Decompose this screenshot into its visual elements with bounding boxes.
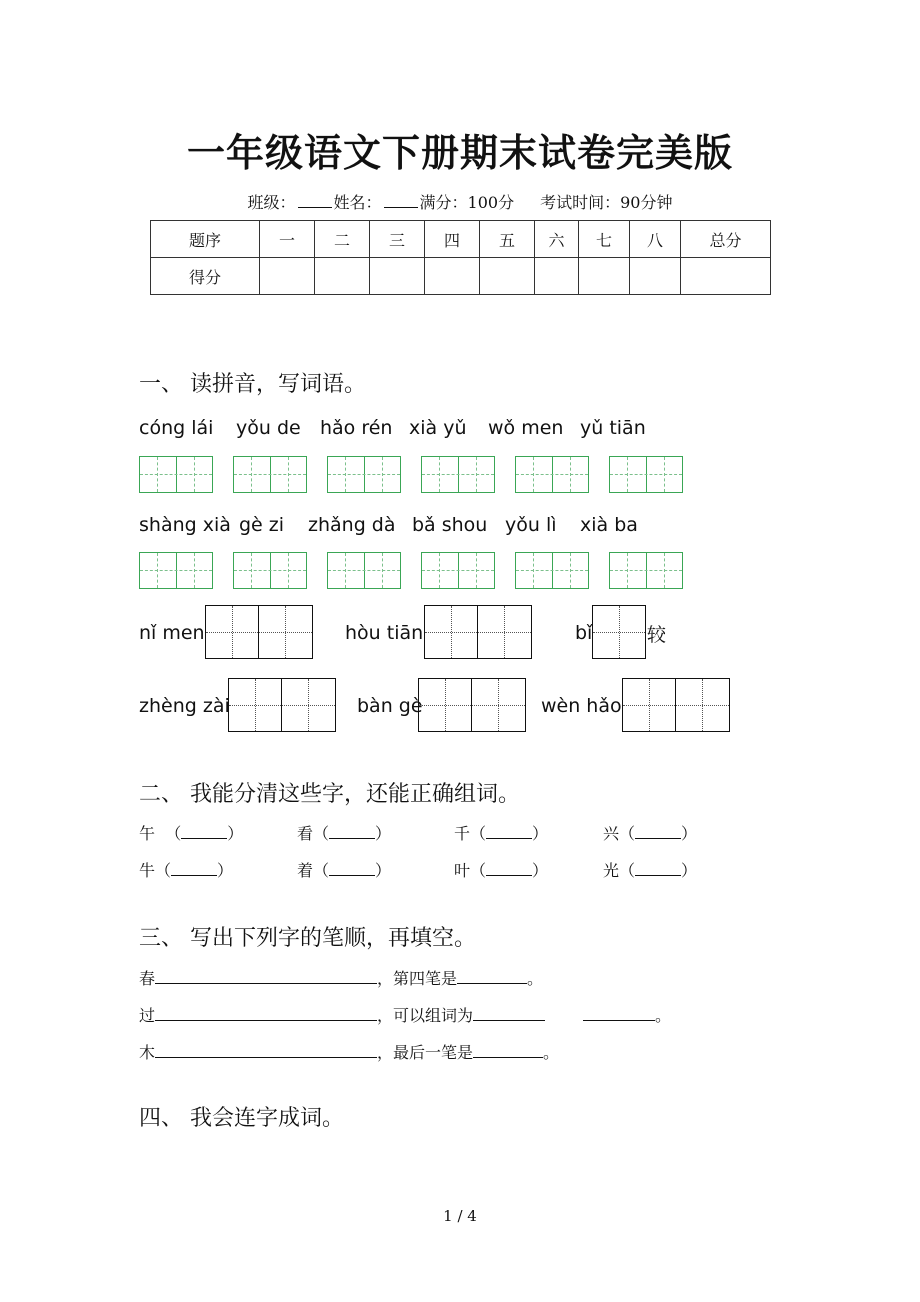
word-item: 兴（ ） <box>603 824 698 843</box>
score-table <box>150 220 771 295</box>
section3-heading: 三、 写出下列字的笔顺，再填空。 <box>139 926 476 951</box>
score-cell[interactable] <box>681 258 771 295</box>
pinyin-label: hòu tiān <box>345 622 424 644</box>
pinyin-label: wǒ men <box>488 417 564 439</box>
writing-grid[interactable] <box>515 552 589 589</box>
score-cell[interactable] <box>425 258 480 295</box>
word-char: 牛 <box>139 861 156 880</box>
pinyin-label: xià ba <box>580 514 638 536</box>
character-box[interactable] <box>622 678 730 732</box>
score-header-cell: 二 <box>315 221 370 258</box>
word-blank[interactable] <box>329 824 375 839</box>
section4-heading: 四、 我会连字成词。 <box>139 1106 344 1131</box>
answer-blank[interactable] <box>473 1043 543 1058</box>
score-header-cell: 四 <box>425 221 480 258</box>
word-char: 看 <box>297 824 314 843</box>
stroke-line <box>139 1003 671 1026</box>
section2-heading: 二、 我能分清这些字，还能正确组词。 <box>139 782 520 807</box>
section1-heading: 一、 读拼音，写词语。 <box>139 372 366 397</box>
character-box[interactable] <box>418 678 526 732</box>
word-char: 叶 <box>454 861 471 880</box>
full-score: 满分：100分 <box>419 193 515 212</box>
word-item: 看（ ） <box>297 824 392 843</box>
pinyin-label: cóng lái <box>139 417 214 439</box>
answer-blank[interactable] <box>583 1006 655 1021</box>
score-header-cell: 六 <box>535 221 579 258</box>
stroke-blank[interactable] <box>155 969 377 984</box>
stroke-line <box>139 966 543 989</box>
writing-grid[interactable] <box>233 552 307 589</box>
score-cell[interactable] <box>370 258 425 295</box>
word-blank[interactable] <box>329 861 375 876</box>
class-blank[interactable] <box>298 207 332 208</box>
stroke-end: 。 <box>543 1043 560 1062</box>
score-cell[interactable] <box>535 258 579 295</box>
word-blank[interactable] <box>181 824 227 839</box>
stroke-text: ，第四笔是 <box>377 969 458 988</box>
pinyin-label: yǔ tiān <box>580 417 646 439</box>
score-row-label: 得分 <box>151 258 260 295</box>
name-label: 姓名： <box>333 193 382 212</box>
stroke-end: 。 <box>527 969 544 988</box>
writing-grid[interactable] <box>609 552 683 589</box>
stroke-text: ，可以组词为 <box>377 1006 474 1025</box>
writing-grid[interactable] <box>421 456 495 493</box>
stroke-blank[interactable] <box>155 1006 377 1021</box>
word-blank[interactable] <box>486 824 532 839</box>
pinyin-label: bàn gè <box>357 695 423 717</box>
word-item: 牛（ ） <box>139 861 234 880</box>
word-blank[interactable] <box>486 861 532 876</box>
writing-grid[interactable] <box>327 456 401 493</box>
character-box[interactable] <box>228 678 336 732</box>
score-cell[interactable] <box>260 258 315 295</box>
writing-grid[interactable] <box>139 456 213 493</box>
word-char: 午 <box>139 824 156 843</box>
writing-grid[interactable] <box>609 456 683 493</box>
character-box[interactable] <box>205 605 313 659</box>
stroke-line <box>139 1040 559 1063</box>
word-item: 千（ ） <box>454 824 549 843</box>
word-char: 千 <box>454 824 471 843</box>
pinyin-label: zhèng zài <box>139 695 230 717</box>
score-header-cell: 题序 <box>151 221 260 258</box>
score-cell[interactable] <box>315 258 370 295</box>
word-blank[interactable] <box>171 861 217 876</box>
word-char: 光 <box>603 861 620 880</box>
page-title: 一年级语文下册期末试卷完美版 <box>186 130 733 175</box>
stroke-text: ，最后一笔是 <box>377 1043 474 1062</box>
stroke-char: 春 <box>139 969 156 988</box>
word-item: 午 （ ） <box>139 824 244 843</box>
word-item: 着（ ） <box>297 861 392 880</box>
pinyin-label: wèn hǎo <box>541 695 622 717</box>
word-char: 着 <box>297 861 314 880</box>
word-blank[interactable] <box>635 824 681 839</box>
writing-grid[interactable] <box>233 456 307 493</box>
word-item: 叶（ ） <box>454 861 549 880</box>
score-header-cell: 八 <box>630 221 681 258</box>
answer-blank[interactable] <box>457 969 527 984</box>
writing-grid[interactable] <box>327 552 401 589</box>
pinyin-label: xià yǔ <box>409 417 467 439</box>
word-char: 兴 <box>603 824 620 843</box>
score-header-cell: 七 <box>579 221 630 258</box>
exam-info <box>0 190 920 213</box>
score-cell[interactable] <box>579 258 630 295</box>
score-cell[interactable] <box>630 258 681 295</box>
stroke-char: 木 <box>139 1043 156 1062</box>
score-cell[interactable] <box>480 258 535 295</box>
score-header-cell: 三 <box>370 221 425 258</box>
name-blank[interactable] <box>384 207 418 208</box>
pinyin-label: gè zi <box>239 514 285 536</box>
pinyin-label: nǐ men <box>139 622 205 644</box>
score-header-cell: 五 <box>480 221 535 258</box>
word-blank[interactable] <box>635 861 681 876</box>
score-header-cell: 一 <box>260 221 315 258</box>
writing-grid[interactable] <box>421 552 495 589</box>
writing-grid[interactable] <box>139 552 213 589</box>
score-table-header-row <box>151 221 771 258</box>
word-item: 光（ ） <box>603 861 698 880</box>
pinyin-label: bǐ <box>575 622 593 644</box>
character-suffix: 较 <box>647 624 667 646</box>
pinyin-label: hǎo rén <box>320 417 393 439</box>
exam-time: 考试时间：90分钟 <box>540 193 673 212</box>
answer-blank[interactable] <box>473 1006 545 1021</box>
score-table-score-row <box>151 258 771 295</box>
pinyin-label: yǒu de <box>236 417 301 439</box>
page-number: 1 / 4 <box>443 1207 477 1225</box>
character-box[interactable] <box>592 605 646 659</box>
class-label: 班级： <box>247 193 296 212</box>
stroke-end: 。 <box>655 1006 672 1025</box>
character-box[interactable] <box>424 605 532 659</box>
pinyin-label: zhǎng dà <box>308 514 396 536</box>
pinyin-label: shàng xià <box>139 514 231 536</box>
stroke-char: 过 <box>139 1006 156 1025</box>
stroke-blank[interactable] <box>155 1043 377 1058</box>
pinyin-label: yǒu lì <box>505 514 557 536</box>
score-header-cell: 总分 <box>681 221 771 258</box>
pinyin-label: bǎ shou <box>412 514 488 536</box>
writing-grid[interactable] <box>515 456 589 493</box>
